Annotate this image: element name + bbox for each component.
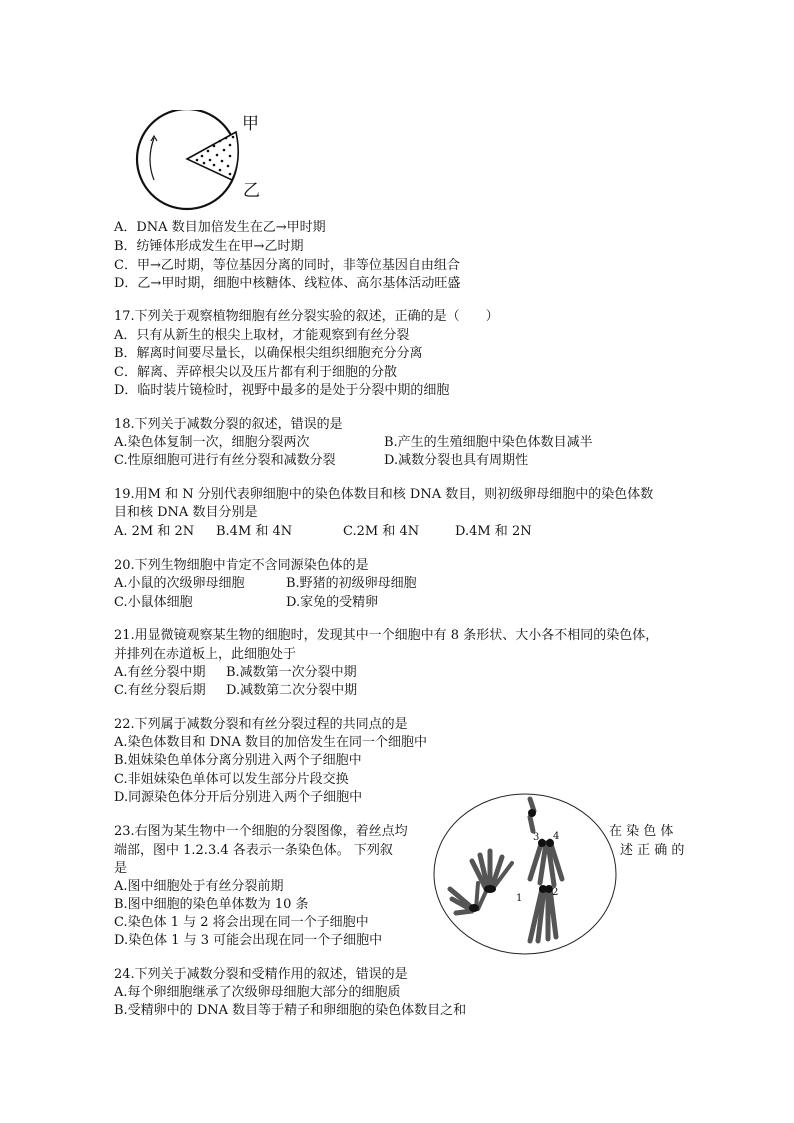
q16-option-b: B．纺锤体形成发生在甲→乙时期 — [114, 239, 304, 254]
q22-option-c: C.非姐妹染色单体可以发生部分片段交换 — [114, 772, 349, 787]
q23-option-d: D.染色体 1 与 3 可能会出现在同一个子细胞中 — [114, 933, 383, 948]
q21-option-d: D.减数第二次分裂中期 — [226, 683, 358, 698]
label-jia: 甲 — [242, 114, 259, 134]
q18-stem: 18.下列关于减数分裂的叙述，错误的是 — [114, 417, 343, 432]
q23-option-c: C.染色体 1 与 2 将会出现在同一个子细胞中 — [114, 915, 369, 930]
q20-option-c: C.小鼠体细胞 — [114, 595, 193, 610]
q19-option-b: B.4M 和 4N — [216, 524, 293, 539]
q17-stem: 17.下列关于观察植物细胞有丝分裂实验的叙述，正确的是（ ） — [114, 309, 499, 324]
q23-option-a: A.图中细胞处于有丝分裂前期 — [114, 879, 284, 894]
q21-option-b: B.减数第一次分裂中期 — [226, 665, 357, 680]
q16-option-d: D．乙→甲时期，细胞中核糖体、线粒体、高尔基体活动旺盛 — [114, 276, 461, 291]
q18-option-b: B.产生的生殖细胞中染色体数目减半 — [384, 435, 593, 450]
q23-option-b: B.图中细胞的染色单体数为 10 条 — [114, 897, 309, 912]
q24-option-b: B.受精卵中的 DNA 数目等于精子和卵细胞的染色体数目之和 — [114, 1003, 467, 1018]
q19-option-a: A. 2M 和 2N — [114, 524, 195, 539]
q19-stem-line2: 目和核 DNA 数目分别是 — [114, 505, 258, 520]
q18-option-a: A.染色体复制一次，细胞分裂两次 — [114, 435, 310, 450]
chromosome-label-3: 3 — [533, 832, 540, 843]
q20-option-d: D.家兔的受精卵 — [286, 595, 379, 610]
q18-option-d: D.减数分裂也具有周期性 — [384, 453, 529, 468]
q17-option-c: C．解离、弄碎根尖以及压片都有利于细胞的分散 — [114, 365, 397, 380]
q22-option-b: B.姐妹染色单体分离分别进入两个子细胞中 — [114, 753, 362, 768]
q23-stem-left3: 是 — [114, 861, 128, 876]
q19-option-c: C.2M 和 4N — [343, 524, 420, 539]
q20-stem: 20.下列生物细胞中肯定不含同源染色体的是 — [114, 558, 369, 573]
chromosome-label-4: 4 — [553, 831, 560, 842]
q17-option-a: A．只有从新生的根尖上取材，才能观察到有丝分裂 — [114, 328, 410, 343]
q19-stem-line1: 19.用M 和 N 分别代表卵细胞中的染色体数目和核 DNA 数目，则初级卵母细胞中的染色体数 — [114, 487, 654, 502]
q18-option-c: C.性原细胞可进行有丝分裂和减数分裂 — [114, 453, 336, 468]
chromosome-label-2: 2 — [552, 887, 559, 898]
q21-option-c: C.有丝分裂后期 — [114, 683, 206, 698]
chromosome-figure — [430, 791, 620, 961]
q23-stem-right2: 述 正 确 的 — [620, 843, 685, 858]
label-yi: 乙 — [243, 181, 260, 201]
q21-stem-line1: 21.用显微镜观察某生物的细胞时，发现其中一个细胞中有 8 条形状、大小各不相同的染色体， — [114, 628, 659, 643]
q16-option-a: A．DNA 数目加倍发生在乙→甲时期 — [114, 220, 326, 235]
q22-option-d: D.同源染色体分开后分别进入两个子细胞中 — [114, 790, 363, 805]
q21-option-a: A.有丝分裂中期 — [114, 665, 206, 680]
q20-option-a: A.小鼠的次级卵母细胞 — [114, 576, 245, 591]
q24-option-a: A.每个卵细胞继承了次级卵母细胞大部分的细胞质 — [114, 985, 401, 1000]
q24-stem: 24.下列关于减数分裂和受精作用的叙述，错误的是 — [114, 967, 408, 982]
q23-stem-left2: 端部，图中 1.2.3.4 各表示一条染色体。 下列叙 — [114, 843, 393, 858]
q21-stem-line2: 并排列在赤道板上，此细胞处于 — [114, 647, 297, 662]
q23-stem-left1: 23.右图为某生物中一个细胞的分裂图像，着丝点均 — [114, 824, 408, 839]
q17-option-d: D．临时装片镜检时，视野中最多的是处于分裂中期的细胞 — [114, 383, 450, 398]
q22-stem: 22.下列属于减数分裂和有丝分裂过程的共同点的是 — [114, 717, 408, 732]
q19-option-d: D.4M 和 2N — [455, 524, 532, 539]
q22-option-a: A.染色体数目和 DNA 数目的加倍发生在同一个细胞中 — [114, 735, 427, 750]
chromosome-label-1: 1 — [516, 893, 523, 904]
q23-stem-right1: 在 染 色 体 — [609, 824, 674, 839]
q20-option-b: B.野猪的初级卵母细胞 — [286, 576, 417, 591]
q17-option-b: B．解离时间要尽量长，以确保根尖组织细胞充分分离 — [114, 346, 423, 361]
q16-option-c: C．甲→乙时期，等位基因分离的同时，非等位基因自由组合 — [114, 258, 460, 273]
